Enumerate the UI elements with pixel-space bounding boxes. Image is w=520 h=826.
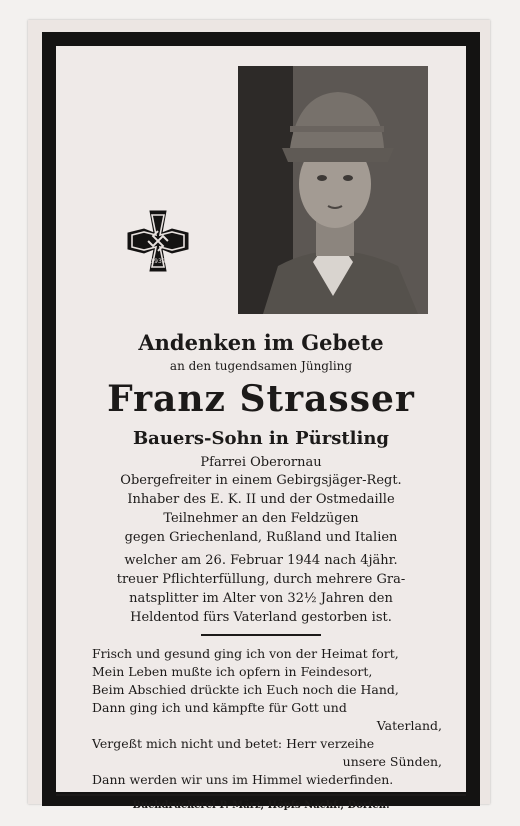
parish-line: Pfarrei Oberornau — [200, 455, 322, 470]
death-line: treuer Pflichterfüllung, durch mehrere Gra- — [116, 572, 406, 587]
death-line: welcher am 26. Februar 1944 nach 4jähr. — [124, 553, 398, 568]
verse-line: Vaterland, — [376, 718, 442, 733]
verse-line: Dann werden wir uns im Himmel wiederfinden. — [92, 772, 394, 787]
deceased-name: Franz Strasser — [107, 378, 415, 420]
bio-line: Teilnehmer an den Feldzügen — [163, 511, 359, 526]
subtitle-line: Bauers-Sohn in Pürstling — [132, 428, 390, 449]
portrait-photo — [238, 66, 428, 314]
divider — [201, 634, 321, 636]
verse-line: Vergeßt mich nicht und betet: Herr verzeihe — [92, 736, 375, 751]
iron-cross-icon — [126, 209, 190, 273]
black-mourning-border — [42, 32, 480, 811]
verse-line: Mein Leben mußte ich opfern in Feindesort, — [92, 664, 373, 679]
death-line: natsplitter im Alter von 32½ Jahren den — [129, 591, 393, 606]
verse-line: Beim Abschied drückte ich Euch noch die Hand, — [92, 682, 399, 697]
death-line: Heldentod fürs Vaterland gestorben ist. — [130, 610, 392, 625]
footer-rule — [56, 794, 466, 796]
bio-line: Obergefreiter in einem Gebirgsjäger-Regt. — [120, 473, 402, 488]
verse-line: unsere Sünden, — [342, 754, 442, 769]
verse-line: Frisch und gesund ging ich von der Heimat fort, — [92, 646, 399, 661]
card-heading: Andenken im Gebete — [138, 330, 384, 355]
bio-line: gegen Griechenland, Rußland und Italien — [124, 530, 398, 545]
dedication-line: an den tugendsamen Jüngling — [169, 359, 353, 373]
printer-imprint: Buchdruckerei P. März, Höpfs Nachf., Dorfen. — [132, 800, 390, 811]
bio-line: Inhaber des E. K. II und der Ostmedaille — [127, 492, 395, 507]
cross-year-label: 1939 — [150, 258, 166, 265]
verse-line: Dann ging ich und kämpfte für Gott und — [92, 700, 347, 715]
